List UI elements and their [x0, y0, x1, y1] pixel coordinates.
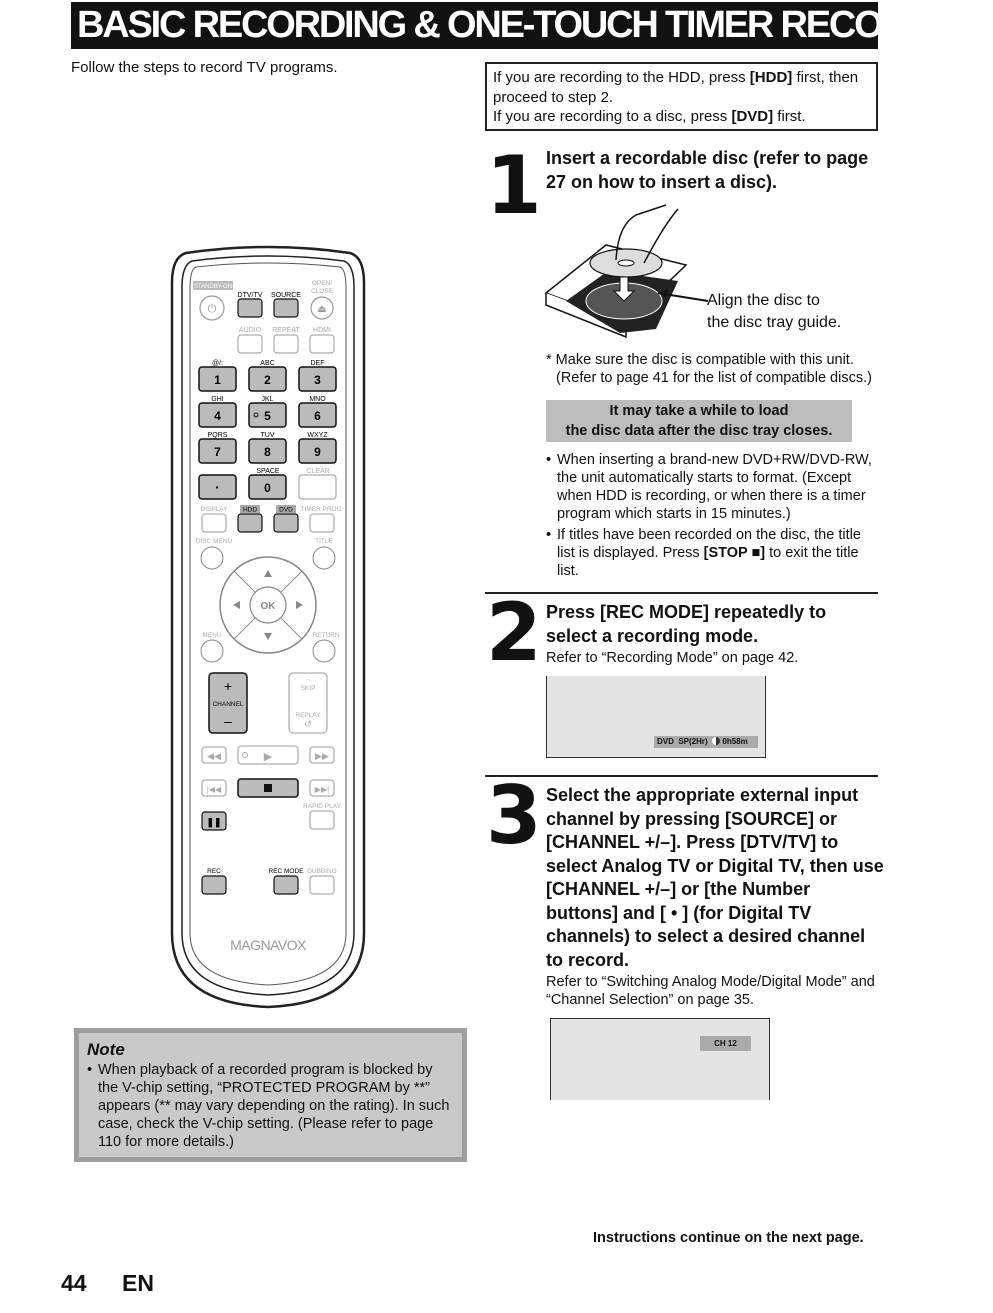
compat-note-line-1: * Make sure the disc is compatible with this unit.	[546, 352, 854, 368]
align-caption-line-1: Align the disc to	[707, 292, 820, 309]
step-3-reference: Refer to “Switching Analog Mode/Digital Mode” and “Channel Selection” on page 35.	[546, 974, 875, 1008]
divider	[485, 592, 878, 594]
title-button	[313, 547, 335, 569]
eject-icon: ⏏	[317, 304, 327, 315]
compatibility-note	[546, 351, 881, 387]
compat-note-line-2: (Refer to page 41 for the list of compatible discs.)	[556, 370, 872, 386]
source-button	[274, 299, 298, 317]
step-3-heading: Select the appropriate external input channel by pressing [SOURCE] or [CHANNEL +/–]. Press [DTV/TV] to select Analog TV or Digital TV, then use [CHANNEL +/–] or [the Number buttons] and [ • ] (for Digital TV channels) to select a desired channel to record.	[546, 785, 884, 970]
load-warning-line-2: the disc data after the disc tray closes.	[565, 423, 833, 439]
power-icon: ⏻	[207, 303, 217, 315]
dvd-line-post: first.	[773, 108, 806, 125]
remote-display-label: DISPLAY	[200, 506, 228, 513]
step-2-number: 2	[486, 586, 538, 679]
return-button	[313, 640, 335, 662]
remote-control-illustration	[168, 243, 368, 1011]
fast-forward-icon: ▶▶	[315, 751, 329, 761]
hdd-dvd-instruction-box	[485, 62, 878, 131]
number-key-letters: ABC	[260, 360, 275, 367]
skip-forward-icon: ▶▶|	[314, 785, 330, 794]
dvd-line-pre: If you are recording to a disc, press	[493, 108, 732, 125]
skip-label: SKIP	[300, 685, 316, 692]
note-text: • When playback of a recorded program is blocked by the V-chip setting, “PROTECTED PROGRAM by **” appears (** may vary depending on the rating). In such case, check the V-chip setting. (Please refer to page 110 for more details.)	[87, 1061, 454, 1151]
number-key-letters: WXYZ	[307, 432, 328, 439]
remote-open-label-2: CLOSE	[310, 288, 334, 295]
number-key-digit: 8	[264, 445, 271, 459]
number-key-letters: MNO	[309, 396, 326, 403]
remote-space-label: SPACE	[256, 468, 280, 475]
stop-icon	[264, 784, 272, 792]
divider	[485, 775, 878, 777]
intro-text: Follow the steps to record TV programs.	[71, 59, 338, 76]
page-title: BASIC RECORDING & ONE-TOUCH TIMER RECORDING	[71, 2, 878, 49]
hdmi-button	[310, 335, 334, 353]
recording-mode-osd	[654, 736, 758, 748]
remote-hdmi-label: HDMI	[313, 327, 331, 334]
number-key-digit: 7	[214, 445, 221, 459]
hdd-line-post: first, then proceed to step 2.	[493, 69, 859, 106]
remote-source-label: SOURCE	[271, 292, 301, 299]
replay-icon: ↺	[304, 719, 312, 729]
audio-button	[238, 335, 262, 353]
rapid-play-button	[310, 811, 334, 829]
remote-timer-label: TIMER PROG.	[300, 506, 344, 513]
remote-dubbing-label: DUBBING	[307, 868, 337, 875]
channel-screen	[550, 1018, 770, 1100]
step-1-heading: Insert a recordable disc (refer to page 27 on how to insert a disc).	[546, 148, 869, 192]
number-key-letters: @/:	[212, 360, 223, 367]
skip-back-icon: |◀◀	[206, 785, 222, 794]
remote-menu-label: MENU	[202, 632, 222, 639]
align-caption-line-2: the disc tray guide.	[707, 314, 842, 331]
number-key-letters: GHI	[211, 396, 224, 403]
disc-insert-illustration	[546, 205, 711, 347]
list-item: • When inserting a brand-new DVD+RW/DVD-RW, the unit automatically starts to format. (Except when HDD is recording, or when there is a timer program which starts in 15 minutes.)	[546, 451, 881, 523]
remote-open-label-1: OPEN/	[311, 280, 333, 287]
load-warning-line-1: It may take a while to load	[609, 403, 789, 419]
timer-prog-button	[310, 514, 334, 532]
number-key-letters: DEF	[310, 360, 325, 367]
remote-discmenu-label: DISC MENU	[195, 538, 233, 545]
channel-minus-label: –	[224, 713, 232, 729]
step-2-reference: Refer to “Recording Mode” on page 42.	[546, 650, 799, 666]
osd-mode: SP(2Hr)	[678, 737, 708, 746]
brand-logo: MAGNAVOX	[230, 937, 306, 953]
clock-icon	[712, 737, 720, 745]
step-3-number: 3	[486, 769, 538, 862]
channel-osd: CH 12	[700, 1036, 751, 1051]
remote-dtv-label: DTV/TV	[237, 292, 263, 299]
play-icon: ▶	[263, 751, 273, 763]
list-item	[546, 526, 881, 580]
repeat-button	[274, 335, 298, 353]
step-2-heading: Press [REC MODE] repeatedly to select a recording mode.	[546, 602, 827, 646]
load-warning-box	[546, 400, 852, 442]
number-key-letters: JKL	[261, 396, 274, 403]
page-number: 44	[61, 1270, 87, 1296]
dvd-button	[274, 514, 298, 532]
number-key-digit: 5	[264, 409, 271, 423]
align-caption	[707, 290, 841, 334]
dtv-tv-button	[238, 299, 262, 317]
disc-menu-button	[201, 547, 223, 569]
dvd-key: [DVD]	[731, 108, 774, 125]
page-language: EN	[122, 1270, 154, 1296]
number-key-digit: 4	[214, 409, 221, 423]
remote-dvd-label: DVD	[279, 506, 293, 514]
osd-time: 0h58m	[722, 737, 748, 746]
number-key-digit: 3	[314, 373, 321, 387]
number-key-digit: 9	[314, 445, 321, 459]
rec-mode-button	[274, 876, 298, 894]
pause-icon: ❚❚	[206, 817, 222, 827]
remote-standby-label: STANDBY-ON	[193, 284, 233, 290]
remote-rec-label: REC	[207, 868, 221, 875]
note-title: Note	[87, 1040, 125, 1059]
skip-icon: →	[304, 676, 312, 683]
number-keypad	[199, 360, 336, 463]
continue-note: Instructions continue on the next page.	[593, 1230, 864, 1246]
step-1-bullets	[546, 451, 881, 583]
dubbing-button	[310, 876, 334, 894]
ok-label: OK	[260, 601, 276, 612]
remote-hdd-label: HDD	[242, 506, 258, 514]
number-key-digit: 2	[264, 373, 271, 387]
note-box	[74, 1028, 467, 1162]
rewind-icon: ◀◀	[207, 751, 221, 761]
remote-repeat-label: REPEAT	[272, 327, 300, 334]
bullet-2-post: to exit the title list.	[557, 545, 859, 579]
number-key-digit: 6	[314, 409, 321, 423]
rec-button	[202, 876, 226, 894]
menu-button	[201, 640, 223, 662]
hdd-button	[238, 514, 262, 532]
note-content	[79, 1033, 462, 1157]
step-1-number: 1	[486, 139, 538, 232]
channel-plus-label: +	[223, 678, 233, 694]
channel-label: CHANNEL	[212, 701, 244, 708]
display-button	[202, 514, 226, 532]
remote-recmode-label: REC MODE	[268, 868, 304, 875]
recording-mode-screen	[546, 676, 766, 758]
bullet-2-pre: If titles have been recorded on the disc, the title list is displayed. Press	[557, 527, 861, 561]
hdd-line-pre: If you are recording to the HDD, press	[493, 69, 750, 86]
hdd-key: [HDD]	[749, 69, 793, 86]
replay-label: REPLAY	[295, 712, 321, 719]
clear-button	[299, 475, 336, 499]
remote-audio-label: AUDIO	[238, 327, 262, 334]
osd-media: DVD	[657, 737, 674, 746]
dot-key-label: ·	[215, 479, 220, 495]
remote-clear-label: CLEAR	[306, 468, 330, 475]
number-key-letters: TUV	[260, 432, 275, 439]
remote-rapidplay-label: RAPID PLAY	[303, 803, 341, 810]
number-key-letters: PQRS	[207, 432, 228, 439]
stop-key: [STOP ■]	[703, 545, 766, 561]
remote-return-label: RETURN	[312, 632, 340, 639]
remote-title-label: TITLE	[315, 538, 333, 545]
zero-key-label: 0	[264, 481, 271, 495]
number-key-digit: 1	[214, 373, 221, 387]
